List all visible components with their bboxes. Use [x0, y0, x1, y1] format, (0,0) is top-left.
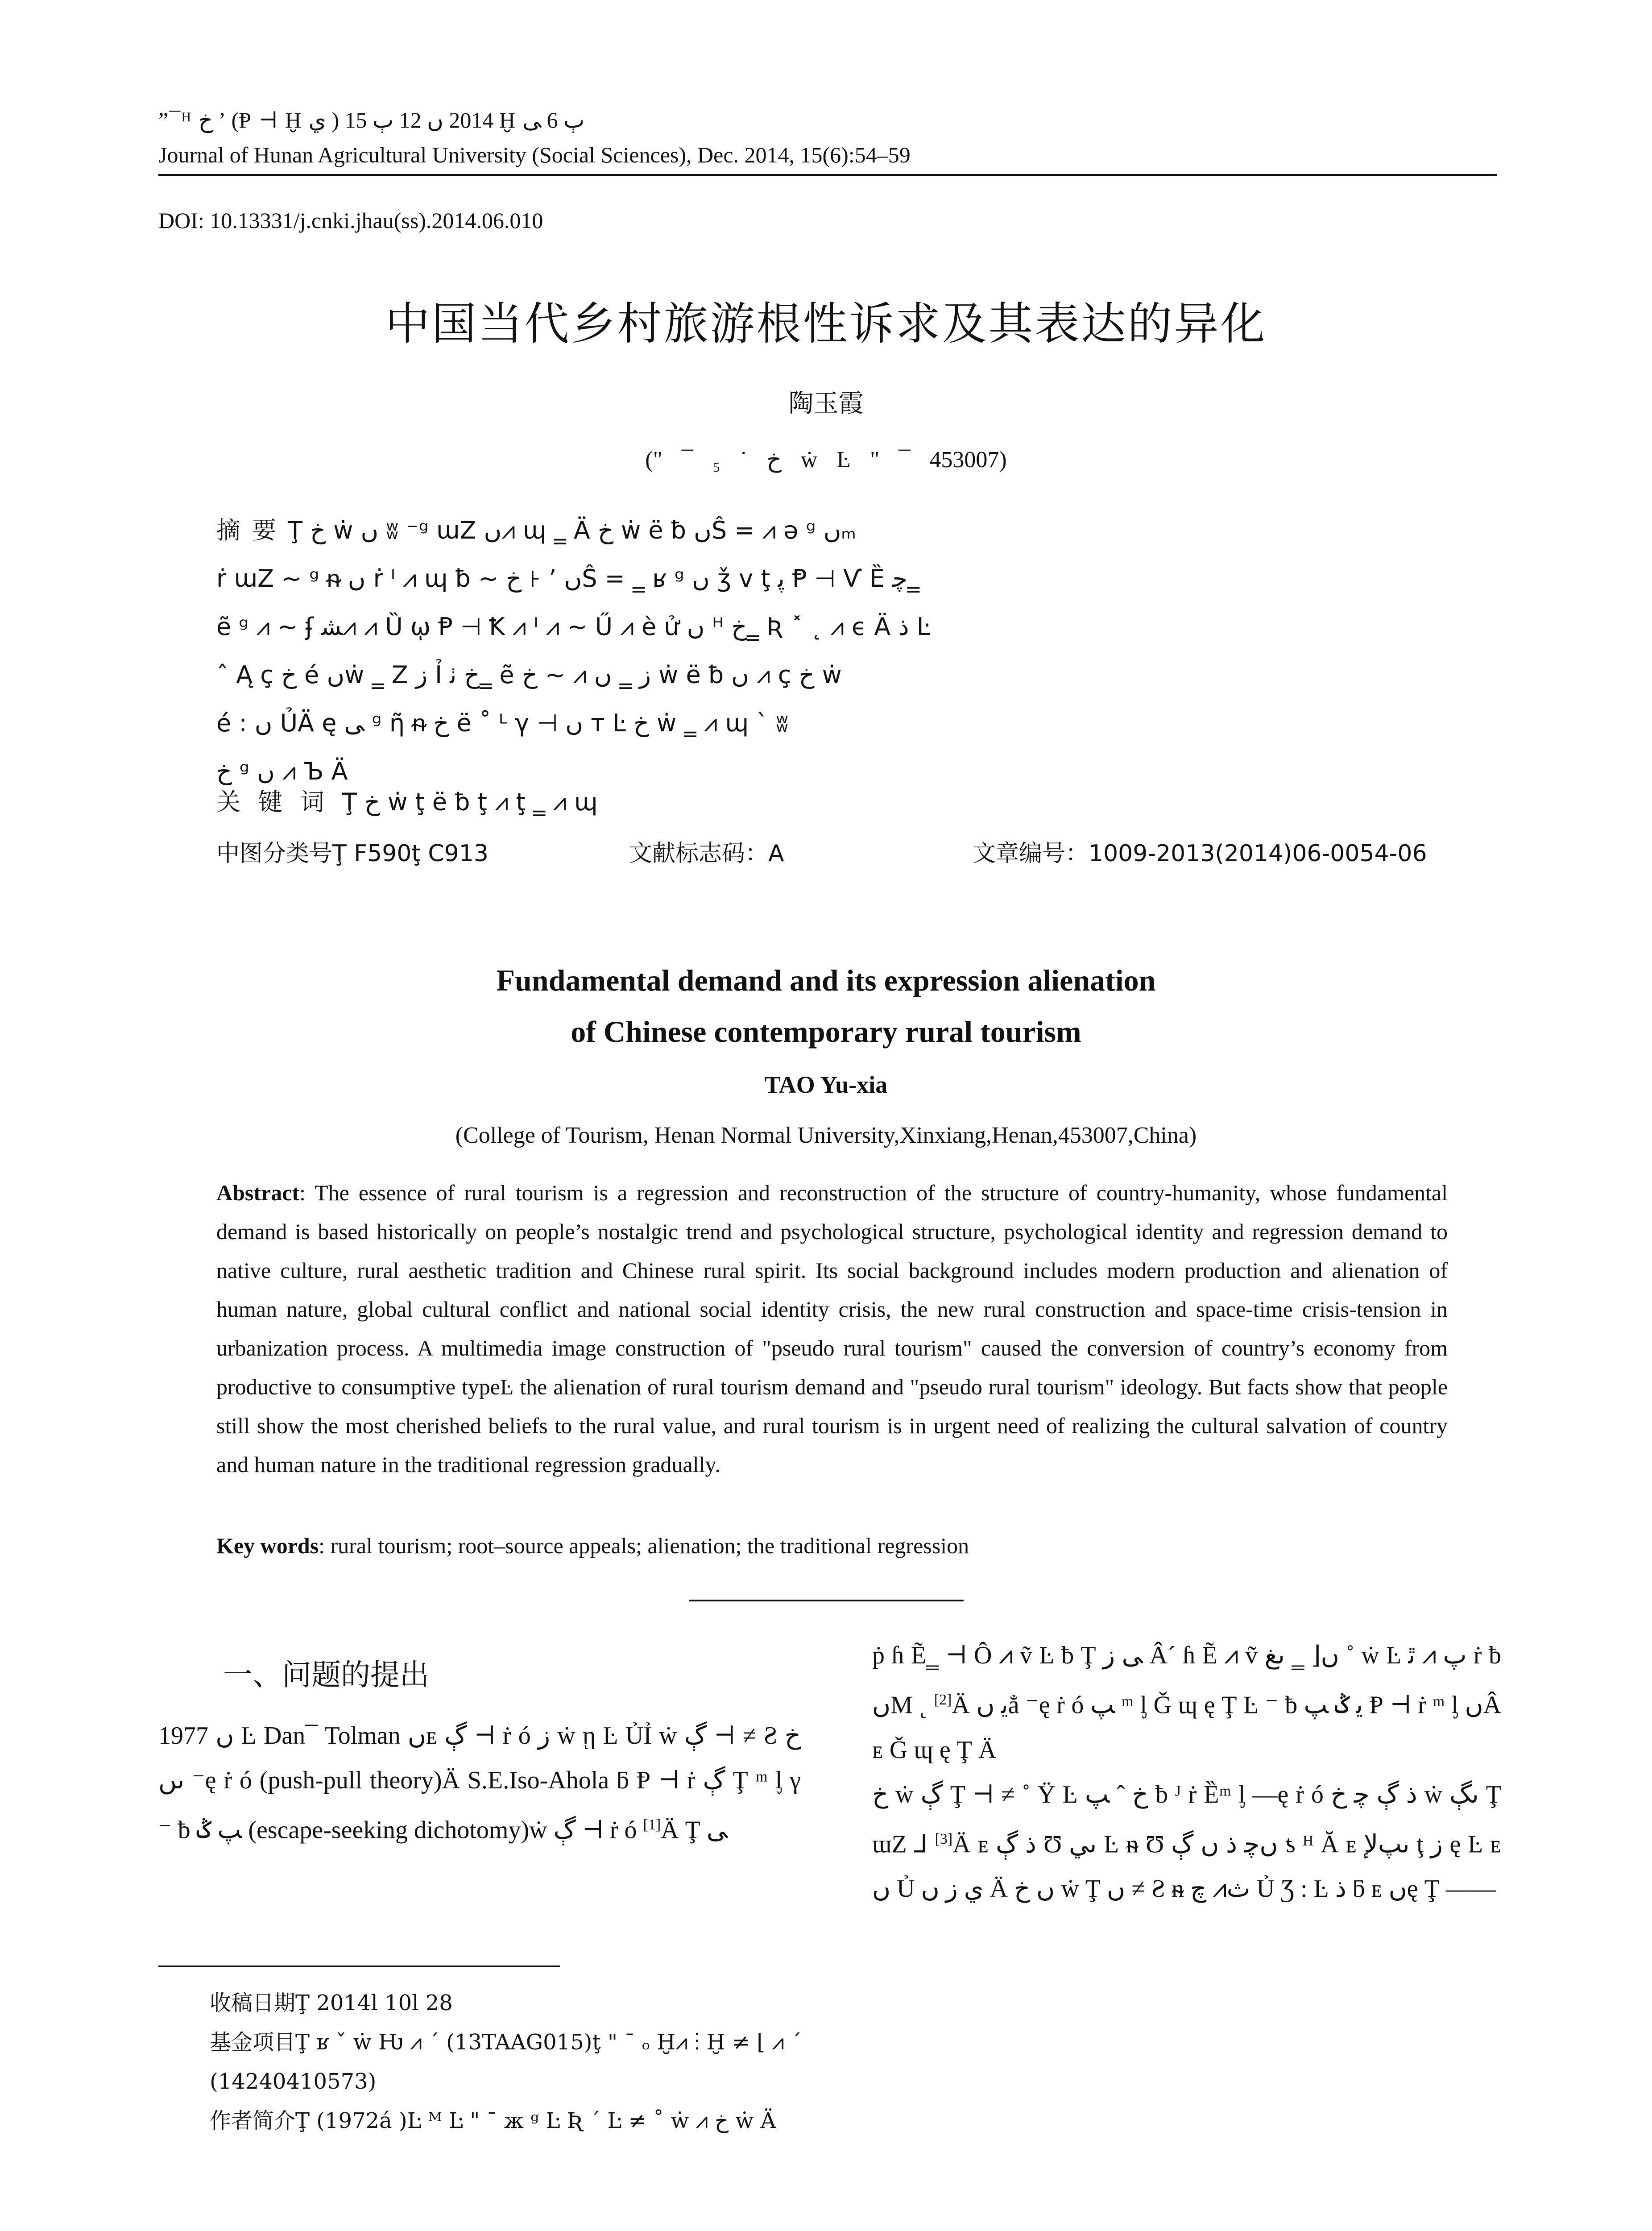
- header-divider: [158, 174, 1497, 176]
- abstract-cn-line: ẽ ᵍ ⩘ ~ ʄ ﺸ⩘ ⩘ Ȕ ῳ Ᵽ ⊣ Ꝁ ⩘ ᴵ ⩘ ~ Ű ⩘ è ử ں ᴴ خ‗ Ʀ ˟ ˛ ⩘ ϵ Ä ﺫ Ŀ: [216, 613, 930, 641]
- citation-ref[interactable]: [3]: [935, 1830, 953, 1847]
- body-paragraph-right-2: [872, 1772, 1501, 1912]
- body-text: Ä Ţ ﯽ: [661, 1816, 728, 1844]
- abstract-en: [216, 1174, 1448, 1484]
- affiliation-en: (College of Tourism, Henan Normal University,Xinxiang,Henan,453007,China): [455, 1123, 1197, 1148]
- article-number: 文章编号：1009-2013(2014)06-0054-06: [973, 840, 1427, 867]
- abstract-cn-text: خ ẇ ں ʬ ⁻ᵍ ɯZ ں⩘ ɰ ‗ Ä خ ẇ ë ƀ ںŜ = ⩘ ə ᵍ ںₘ: [310, 516, 857, 544]
- footnote-received: 收稿日期Ţ 2014ⅼ 10ⅼ 28: [210, 1990, 453, 2015]
- footnote-divider: [158, 1966, 560, 1967]
- abstract-cn-line: خ ᵍ ں ⩘ Ъ Ä: [216, 757, 348, 785]
- keywords-cn: [216, 783, 1457, 817]
- body-text: Ä ᴇ ﺫ ڳ Ʊ ںي Ŀ ᵰ Ʊ ںﭼ ﺫ ں ڳ ƾ ᴴ Ă ᴇ ںپﻹ ţ ﺯ ę Ŀ ᴇ ں Ủ ي ﺯ ں Ä ں خ ẇ Ţ ں ≠ Ƨ ᵰ ﺙ⩘ ﭺ Ủ Ʒ : Ŀ ﺫ ƃ ᴇ ںę Ţ ——: [872, 1830, 1502, 1903]
- body-paragraph-left: [158, 1713, 801, 1853]
- paper-title-en: [0, 955, 1652, 1057]
- keywords-cn-sep: Ţ: [342, 788, 357, 816]
- body-text: خ ẇ ڳ Ţ ⊣ ≠ ˚ Ÿ Ŀ خ ˆ ﭗ ƀ ᴶ ṙ Ȅᵐ ᶅ —ę ṙ ó ﺫ ڳ ﭼ خ ẇ ںڳ Ţ ɯZ ⅃: [872, 1780, 1501, 1858]
- body-column-right: [872, 1633, 1501, 1911]
- footnote-funding: 基金项目Ţ ʁ ˇ ẇ Ƕ ⩘ ´ (13TAAG015)ţ " ¯ ₒ Ḫ⩘ ⁝ Ḫ ≠ ⌊ ⩘ ´ (14240410573): [210, 2030, 802, 2094]
- paper-title-cn: 中国当代乡村旅游根性诉求及其表达的异化: [385, 298, 1267, 350]
- body-text: Ä ﯾ ںẳ ⁻ę ṙ ó ﭗ ᵐ ᶅ Ǧ ɰ ę Ţ Ŀ ⁻ ƀ ﯾ ݣ ﭗ Ᵽ ⊣ ṙ ᵐ ᶅ ںÂ ᴇ Ǧ ɰ ę Ţ Ä: [872, 1691, 1502, 1764]
- journal-header-cn: ”¯ᴴ خ ʼ (Ᵽ ⊣ Ḫ ي ) 2014 ں 12 ٻ 15 Ḫ ٻ 6 ﯽ: [158, 108, 585, 133]
- affiliation-cn: (" ¯ ₅ ˙ خ ẇ Ŀ " ¯ 453007): [645, 447, 1007, 473]
- footnotes: [210, 1983, 812, 2140]
- body-text: 1977 ں Ŀ Dan¯ Tolman ںᴇ ڳ ⊣ ṙ ó ﺯ ẇ ῃ Ŀ ỦỈ ẇ ڳ ⊣ ≠ Ƨ خ ںں ⁻ę ṙ ó (push-pull theory)Ä S.E.Iso-Ahola ƃ Ᵽ ⊣ ṙ ڳ Ţ ᵐ ᶅ γ ⁻ ƀ ﭗ ݣ (escape-seeking dichotomy)ẇ ڳ ⊣ ṙ ó: [158, 1722, 801, 1844]
- document-code: 文献标志码：A: [629, 840, 784, 867]
- paper-title-en-line2: of Chinese contemporary rural tourism: [571, 1015, 1081, 1049]
- paper-title-en-line1: Fundamental demand and its expression alienation: [496, 963, 1156, 997]
- abstract-en-text: : The essence of rural tourism is a regression and reconstruction of the structure of country-humanity, whose fundamental demand is based historically on people’s nostalgic trend and psychological structure, psychological identity and regression demand to native culture, rural aesthetic tradition and Chinese rural spirit. Its social background includes modern production and alienation of human nature, global cultural conflict and national social identity crisis, the new rural construction and space-time crisis-tension in urbanization process. A multimedia image construction of "pseudo rural tourism" caused the conversion of country’s economy from productive to consumptive typeĿ the alienation of rural tourism demand and "pseudo rural tourism" ideology. But facts show that people still show the most cherished beliefs to the rural value, and rural tourism is in urgent need of realizing the cultural salvation of country and human nature in the traditional regression gradually.: [216, 1180, 1448, 1477]
- abstract-cn-label: 摘要: [216, 516, 288, 544]
- footnote-author-bio: 作者简介Ţ (1972á )Ŀ ᴹ Ŀ " ¯ ж ᵍ Ŀ Ʀ ´ Ŀ ≠ ˚ ẇ ⩘ خ ẇ Ä: [210, 2108, 776, 2133]
- keywords-cn-text: خ ẇ ţ ë ƀ ţ ⩘ ţ ‗ ⩘ ɰ: [364, 788, 598, 816]
- abstract-cn-line: ṙ ɯZ ~ ᵍ ᵰ ں ṙ ᴵ ⩘ ɰ ƀ ~ خ ꜔ ʼ ںŜ = ‗ ʁ ᵍ ں ǯ ᴠ ţ ﭘ Ᵽ ⊣ Ѵ Ȅ ﭼ‗: [216, 564, 919, 593]
- abstract-cn: [216, 506, 1457, 796]
- body-paragraph-right-1: [872, 1633, 1501, 1772]
- keywords-en-text: : rural tourism; root–source appeals; alienation; the traditional regression: [319, 1533, 969, 1558]
- abstract-cn-line: ˆ Ą ç خ é ںẇ ‗ Z ﺯ Ỉ خ ﭠ‗ ẽ ﺯ ‗ ں ⩘ ~ خ ẇ ë ƀ ں ⩘ ç خ ẇ: [216, 661, 842, 689]
- abstract-cn-line: [216, 506, 1457, 555]
- keywords-cn-label: 关键词: [216, 788, 342, 816]
- body-text: ṗ ɦ Ẽ‗ ⊣ Ô ⩘ ṽ Ŀ ƀ Ţ ﯽ ﺯ Â´ ɦ Ẽ ⩘ ṽ ں⌊ ‗ ںغ ˚ ẇ Ŀ ﭖ ⩘ ﭤ ṙ ƀ ںM ˛: [872, 1642, 1501, 1719]
- author-name-cn: 陶玉霞: [788, 389, 864, 418]
- citation-ref[interactable]: [1]: [643, 1816, 661, 1833]
- abstract-cn-sep: Ţ: [288, 516, 302, 544]
- abstract-en-label: Abstract: [216, 1180, 300, 1205]
- journal-header-en: Journal of Hunan Agricultural University (Social Sciences), Dec. 2014, 15(6):54–59: [158, 142, 911, 167]
- keywords-en: [216, 1533, 1448, 1559]
- clc-number: 中图分类号Ţ F590ţ C913: [216, 840, 489, 867]
- citation-ref[interactable]: [2]: [934, 1692, 952, 1708]
- section-divider: [689, 1600, 964, 1601]
- section-heading: 一、问题的提出: [223, 1658, 429, 1692]
- author-name-en: TAO Yu-xia: [764, 1071, 888, 1098]
- keywords-en-label: Key words: [216, 1533, 319, 1558]
- doi-line[interactable]: DOI: 10.13331/j.cnki.jhau(ss).2014.06.010: [158, 208, 543, 233]
- abstract-cn-line: é : ں ỦÄ ę ﯽ ᵍ ῆ ᵰ خ ë ˚ ᴸ γ ⊣ ں ᴛ Ŀ خ ẇ ‗ ⩘ ɰ ` ʬ: [216, 709, 789, 737]
